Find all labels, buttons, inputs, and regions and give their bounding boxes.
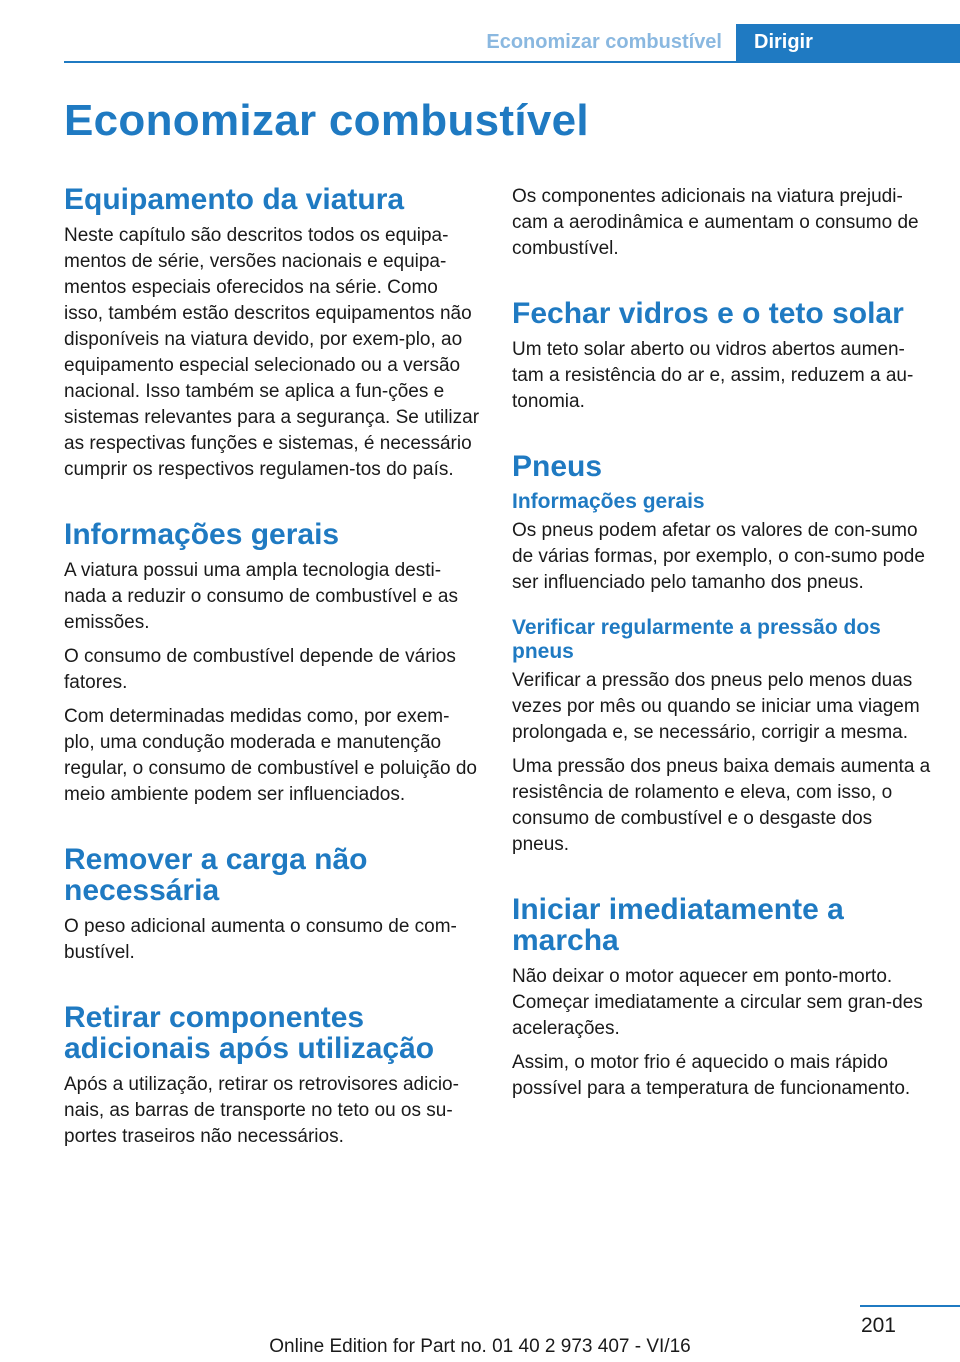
paragraph-close-windows: Um teto solar aberto ou vidros abertos aumen‐tam a resistência do ar e, assim, reduzem a au‐tonomia. [512, 339, 914, 412]
header-rule [64, 61, 960, 63]
header-chapter-tab: Dirigir [736, 24, 960, 61]
paragraph-general-info-3: Com determinadas medidas como, por exem‐plo, uma condução moderada e manutenção regular, o consumo de combustível e poluição do meio ambiente podem ser influenciados. [64, 706, 477, 805]
paragraph-remove-components: Após a utilização, retirar os retrovisores adicio‐nais, as barras de transporte no teto ou os su‐portes traseiros não necessários. [64, 1074, 459, 1147]
heading-remove-components: Retirar componentes adicionais após utilização [64, 1001, 435, 1065]
paragraph-tyres-1: Os pneus podem afetar os valores de con‐sumo de várias formas, por exemplo, o con‐sumo pode ser influenciado pelo tamanho dos pneus. [512, 520, 925, 593]
heading-tyres: Pneus [512, 450, 603, 483]
paragraph-general-info-1: A viatura possui uma ampla tecnologia desti‐nada a reduzir o consumo de combustível e as emissões. [64, 560, 458, 633]
paragraph-tyres-3: Uma pressão dos pneus baixa demais aumenta a resistência de rolamento e eleva, com isso, o consumo de combustível e o desgaste dos pneus. [512, 756, 931, 855]
heading-remove-load: Remover a carga não necessária [64, 843, 368, 907]
edition-footer: Online Edition for Part no. 01 40 2 973 407 - VI/16 [269, 1336, 691, 1357]
heading-general-info: Informações gerais [64, 518, 340, 551]
left-column [64, 184, 480, 1158]
paragraph-start-driving-1: Não deixar o motor aquecer em ponto-morto. Começar imediatamente a circular sem gran‐des acelerações. [512, 966, 923, 1039]
page-title: Economizar combustível [64, 96, 589, 145]
paragraph-equipment: Neste capítulo são descritos todos os equipa‐mentos de série, versões nacionais e equipa‐mentos especiais oferecidos na série. Como isso, também estão descritos equipamentos não disponíveis na viatura devido, por exem‐plo, ao equipamento especial selecionado ou a versão nacional. Isso também se aplica a fun‐ções e sistemas relevantes para a segurança. Se utilizar as respectivas funções e sistemas, é necessário cumprir os respectivos regulamen‐tos do país. [64, 225, 480, 480]
paragraph-general-info-2: O consumo de combustível depende de vários fatores. [64, 646, 456, 693]
paragraph-components-continued: Os componentes adicionais na viatura prejudi‐cam a aerodinâmica e aumentam o consumo de combustível. [512, 186, 919, 259]
subheading-tyres-general: Informações gerais [512, 490, 705, 513]
right-column [512, 184, 932, 1110]
heading-close-windows: Fechar vidros e o teto solar [512, 297, 904, 330]
heading-start-driving: Iniciar imediatamente a marcha [512, 893, 844, 957]
paragraph-start-driving-2: Assim, o motor frio é aquecido o mais rápido possível para a temperatura de funcionamento. [512, 1052, 911, 1099]
footer-rule [860, 1305, 960, 1307]
page-number: 201 [860, 1314, 896, 1337]
header-section-tab: Economizar combustível [486, 31, 722, 53]
paragraph-remove-load: O peso adicional aumenta o consumo de com‐bustível. [64, 916, 457, 963]
heading-equipment: Equipamento da viatura [64, 183, 405, 216]
paragraph-tyres-2: Verificar a pressão dos pneus pelo menos duas vezes por mês ou quando se iniciar uma viagem prolongada e, se necessário, corrigir a mesma. [512, 670, 920, 743]
subheading-tyre-pressure: Verificar regularmente a pressão dos pneus [512, 616, 881, 663]
